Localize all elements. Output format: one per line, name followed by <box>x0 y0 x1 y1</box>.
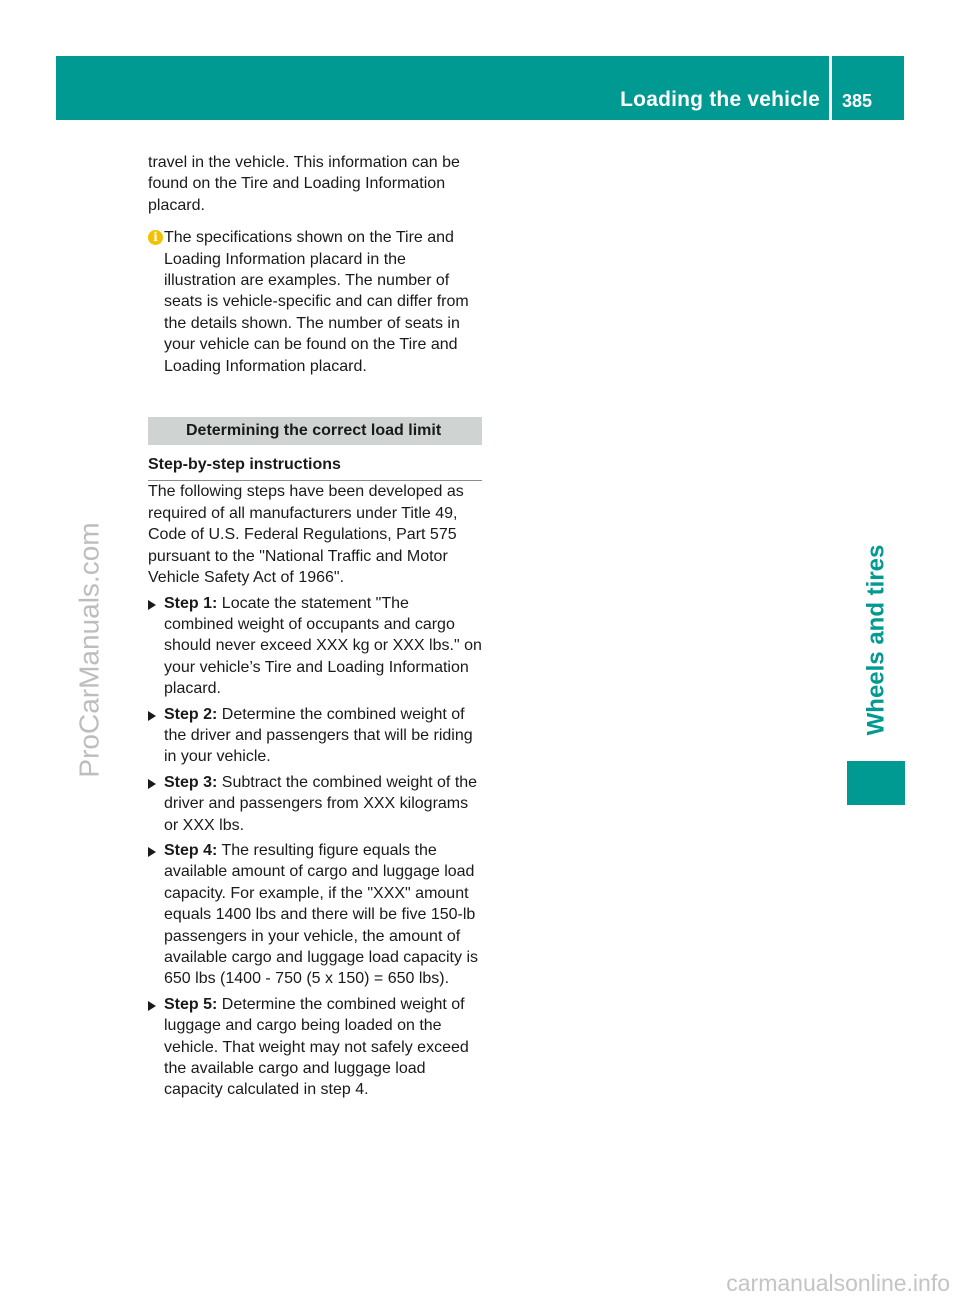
steps-list <box>148 593 482 1101</box>
info-icon: i <box>148 230 163 245</box>
side-tab-marker <box>847 761 905 805</box>
step-arrow-icon <box>148 1001 156 1011</box>
step-item <box>148 704 482 768</box>
side-tab <box>847 530 905 750</box>
left-watermark <box>60 200 120 1100</box>
info-note <box>148 227 482 377</box>
header-divider <box>829 56 832 120</box>
side-tab-label: Wheels and tires <box>862 544 890 736</box>
step-item <box>148 840 482 990</box>
footer-watermark: carmanualsonline.info <box>726 1270 950 1296</box>
step-text: Subtract the combined weight of the driver and passengers from XXX kilograms or XXX lbs. <box>164 773 478 834</box>
step-label: Step 2: <box>164 705 218 723</box>
step-label: Step 4: <box>164 841 218 859</box>
step-item <box>148 593 482 700</box>
step-text: Determine the combined weight of the driver and passengers that will be riding in your vehicle. <box>164 705 473 766</box>
left-watermark-text: ProCarManuals.com <box>74 522 106 778</box>
step-arrow-icon <box>148 779 156 789</box>
page-title: Loading the vehicle <box>620 88 820 111</box>
page-number: 385 <box>842 91 873 111</box>
step-label: Step 5: <box>164 995 218 1013</box>
step-arrow-icon <box>148 711 156 721</box>
intro-paragraph: travel in the vehicle. This information can be found on the Tire and Loading Information placard. <box>148 154 460 214</box>
step-item <box>148 994 482 1101</box>
step-text: Locate the statement "The combined weight of occupants and cargo should never exceed XXX kg or XXX lbs." on your vehicle’s Tire and Loading Information placard. <box>164 594 482 698</box>
step-text: The resulting figure equals the available amount of cargo and luggage load capacity. For example, if the "XXX" amount equals 1400 lbs and there will be five 150-lb passengers in your vehicle, the amount of available cargo and luggage load capacity is 650 lbs (1400 - 750 (5 x 150) = 650 lbs). <box>164 841 478 988</box>
step-arrow-icon <box>148 847 156 857</box>
section-heading: Determining the correct load limit <box>148 417 482 445</box>
step-item <box>148 772 482 836</box>
step-text: Determine the combined weight of luggage and cargo being loaded on the vehicle. That weight may not safely exceed the available cargo and luggage load capacity calculated in step 4. <box>164 995 469 1099</box>
step-label: Step 1: <box>164 594 218 612</box>
step-label: Step 3: <box>164 773 218 791</box>
instructions-intro: The following steps have been developed as required of all manufacturers under Title 49, Code of U.S. Federal Regulations, Part 575 pursuant to the "National Traffic and Motor Vehicle Safety Act of 1966". <box>148 483 464 587</box>
main-content <box>148 152 482 1101</box>
step-arrow-icon <box>148 600 156 610</box>
subsection-heading: Step-by-step instructions <box>148 454 482 481</box>
info-note-text: The specifications shown on the Tire and Loading Information placard in the illustration are examples. The number of seats is vehicle-specific and can differ from the details shown. The number of seats in your vehicle can be found on the Tire and Loading Information placard. <box>164 229 469 375</box>
